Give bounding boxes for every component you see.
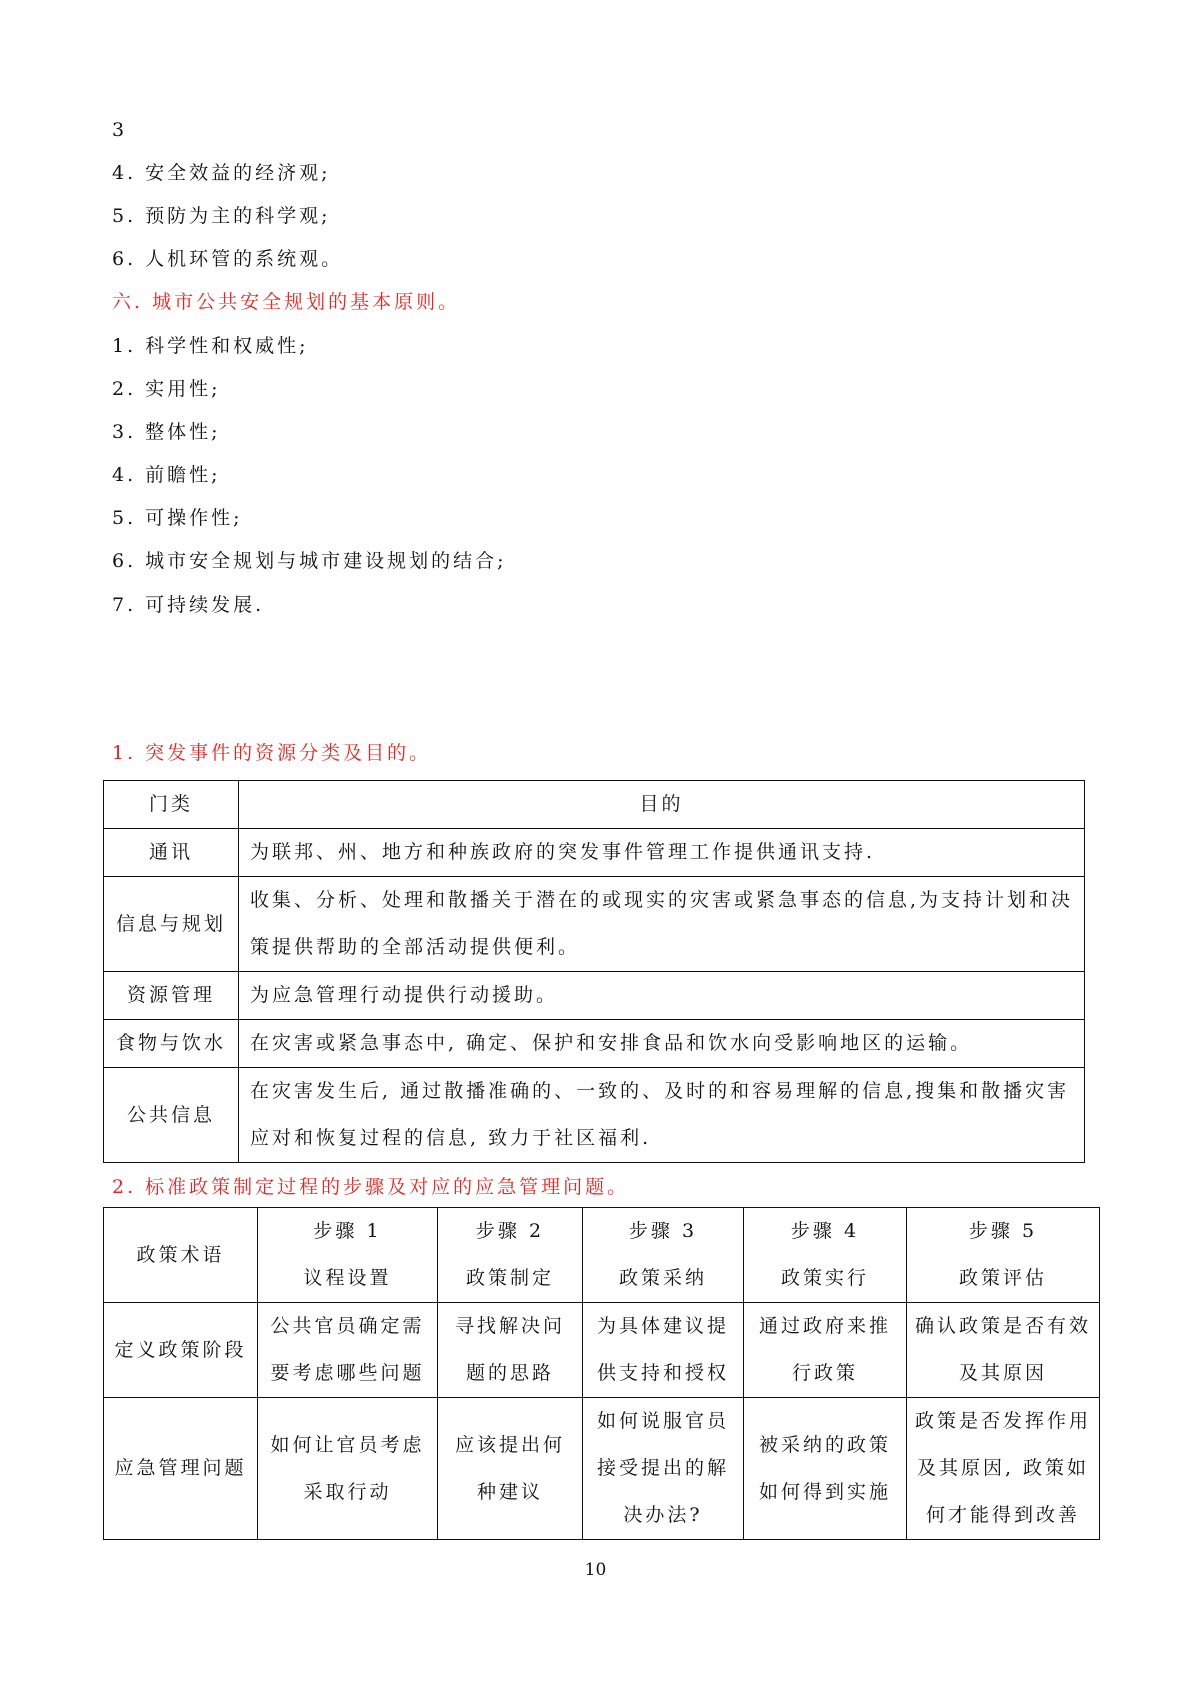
- category-cell: 通讯: [104, 829, 239, 877]
- cell-line: 确认政策是否有效: [914, 1315, 1091, 1337]
- cell-line: 如何让官员考虑: [270, 1433, 425, 1456]
- step-header: [258, 1208, 438, 1303]
- cell-line: 供支持和授权: [596, 1362, 729, 1384]
- resource-category-table: [103, 780, 1085, 1163]
- principle-item-2: 2. 实用性;: [112, 378, 221, 400]
- cell-line: 为具体建议提: [596, 1315, 729, 1337]
- purpose-cell: 在灾害或紧急事态中, 确定、保护和安排食品和饮水向受影响地区的运输。: [239, 1020, 1085, 1068]
- table-row: [104, 1020, 1085, 1068]
- section-six-heading: 六. 城市公共安全规划的基本原则。: [112, 291, 461, 313]
- cell-line: 行政策: [791, 1362, 858, 1384]
- cell-line: 接受提出的解: [596, 1457, 729, 1479]
- step-name: 政策评估: [958, 1267, 1047, 1289]
- cell-line: 公共官员确定需: [270, 1315, 425, 1337]
- purpose-cell: 在灾害发生后, 通过散播准确的、一致的、及时的和容易理解的信息,搜集和散播灾害应对和恢复过程的信息, 致力于社区福利.: [239, 1068, 1085, 1163]
- step-name: 政策采纳: [618, 1267, 707, 1289]
- cell-line: 寻找解决问: [454, 1315, 565, 1337]
- table2-caption: 2. 标准政策制定过程的步骤及对应的应急管理问题。: [112, 1176, 630, 1198]
- table1-caption: 1. 突发事件的资源分类及目的。: [112, 742, 432, 764]
- step-header: [907, 1208, 1100, 1303]
- step-header: [438, 1208, 583, 1303]
- row-label: 定义政策阶段: [104, 1303, 258, 1398]
- policy-term-header: 政策术语: [104, 1208, 258, 1303]
- cell-line: 采取行动: [303, 1480, 392, 1503]
- issue-cell: [583, 1398, 744, 1540]
- principle-item-5: 5. 可操作性;: [112, 507, 243, 529]
- header-purpose: 目的: [239, 781, 1085, 829]
- step-header: [744, 1208, 907, 1303]
- header-category: 门类: [104, 781, 239, 829]
- issue-cell: [907, 1398, 1100, 1540]
- cell-line: 如何说服官员: [596, 1410, 729, 1432]
- step-number: 步骤 5: [968, 1220, 1038, 1242]
- table-row: [104, 1303, 1100, 1398]
- table-header-row: [104, 781, 1085, 829]
- principle-item-3: 3. 整体性;: [112, 421, 221, 443]
- step-number: 步骤 4: [790, 1220, 860, 1242]
- step-header: [583, 1208, 744, 1303]
- table-row: [104, 877, 1085, 972]
- cell-line: 决办法?: [623, 1504, 703, 1526]
- category-cell: 资源管理: [104, 972, 239, 1020]
- definition-cell: [258, 1303, 438, 1398]
- category-cell: 信息与规划: [104, 877, 239, 972]
- principle-item-6: 6. 城市安全规划与城市建设规划的结合;: [112, 550, 507, 572]
- definition-cell: [744, 1303, 907, 1398]
- table-header-row: [104, 1208, 1100, 1303]
- principle-item-4: 4. 前瞻性;: [112, 464, 221, 486]
- row-label: 应急管理问题: [104, 1398, 258, 1540]
- cell-line: 被采纳的政策: [758, 1433, 891, 1456]
- list-line-1: 4. 安全效益的经济观;: [112, 162, 331, 184]
- purpose-cell: 收集、分析、处理和散播关于潜在的或现实的灾害或紧急事态的信息,为支持计划和决策提供帮助的全部活动提供便利。: [239, 877, 1085, 972]
- cell-line: 通过政府来推: [758, 1315, 891, 1337]
- page-number: 10: [584, 1560, 607, 1580]
- cell-line: 及其原因, 政策如: [916, 1457, 1090, 1479]
- list-line-2: 5. 预防为主的科学观;: [112, 205, 331, 227]
- step-name: 政策制定: [465, 1267, 554, 1289]
- list-line-3: 6. 人机环管的系统观。: [112, 248, 344, 270]
- issue-cell: [744, 1398, 907, 1540]
- definition-cell: [907, 1303, 1100, 1398]
- cell-line: 种建议: [476, 1480, 543, 1503]
- table-row: [104, 829, 1085, 877]
- cell-line: 应该提出何: [454, 1433, 565, 1456]
- category-cell: 公共信息: [104, 1068, 239, 1163]
- purpose-cell: 为联邦、州、地方和种族政府的突发事件管理工作提供通讯支持.: [239, 829, 1085, 877]
- issue-cell: [258, 1398, 438, 1540]
- cell-line: 及其原因: [958, 1362, 1047, 1384]
- purpose-cell: 为应急管理行动提供行动援助。: [239, 972, 1085, 1020]
- policy-process-table: [103, 1207, 1100, 1540]
- list-line-0: 3: [112, 119, 128, 141]
- cell-line: 政策是否发挥作用: [914, 1410, 1091, 1432]
- step-number: 步骤 1: [313, 1220, 382, 1242]
- issue-cell: [438, 1398, 583, 1540]
- category-cell: 食物与饮水: [104, 1020, 239, 1068]
- principle-item-7: 7. 可持续发展.: [112, 594, 265, 616]
- step-name: 政策实行: [780, 1267, 869, 1289]
- definition-cell: [583, 1303, 744, 1398]
- table-row: [104, 972, 1085, 1020]
- definition-cell: [438, 1303, 583, 1398]
- principle-item-1: 1. 科学性和权威性;: [112, 335, 309, 357]
- cell-line: 如何得到实施: [758, 1480, 891, 1503]
- table-row: [104, 1068, 1085, 1163]
- cell-line: 何才能得到改善: [925, 1504, 1080, 1526]
- table-row: [104, 1398, 1100, 1540]
- cell-line: 要考虑哪些问题: [270, 1362, 425, 1384]
- step-name: 议程设置: [303, 1267, 392, 1289]
- cell-line: 题的思路: [465, 1362, 554, 1384]
- step-number: 步骤 3: [628, 1220, 698, 1242]
- step-number: 步骤 2: [475, 1220, 545, 1242]
